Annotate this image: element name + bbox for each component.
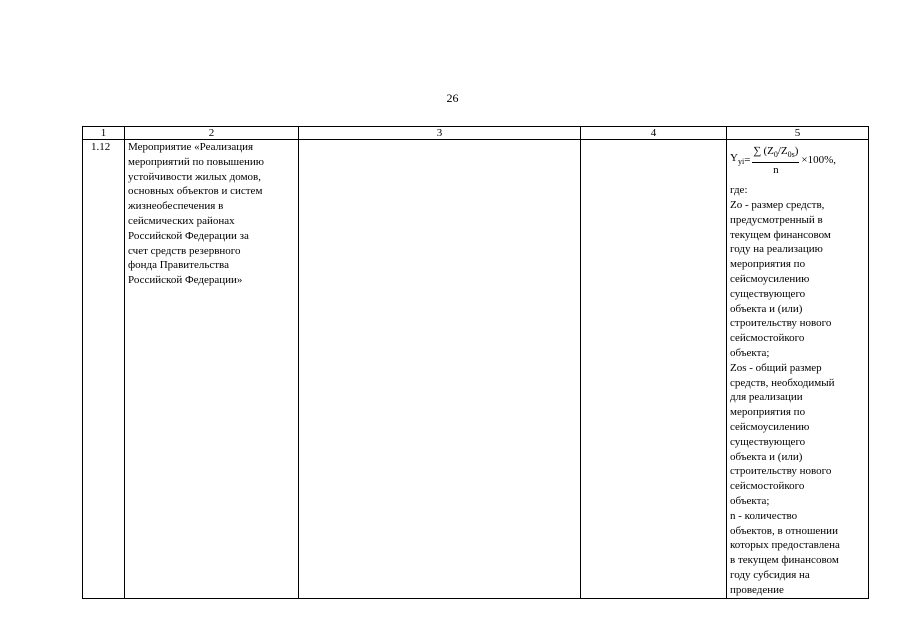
col4-cell: [581, 140, 727, 599]
row-number-cell: [83, 140, 125, 599]
measure-cell: [125, 140, 299, 599]
document-table: [82, 126, 869, 599]
note-line: существующего: [730, 435, 806, 448]
measure-line: Мероприятие «Реализация: [128, 141, 254, 153]
col3-cell: [299, 140, 581, 599]
header-col-1: 1: [83, 127, 125, 140]
formula-cell: [727, 140, 869, 599]
note-line: объекта и (или): [730, 450, 803, 463]
note-line: объекта и (или): [730, 302, 803, 315]
header-col-2: 2: [125, 127, 299, 140]
formula-denominator: n: [773, 164, 779, 177]
formula-numerator: ∑ $(Z_0/Z_{0s})$: [752, 144, 799, 163]
note-line: мероприятия по: [730, 406, 806, 419]
formula-tail: ×100%,: [801, 154, 837, 167]
note-line: Zos - общий размер: [730, 361, 822, 374]
formula-fraction: [752, 144, 799, 177]
measure-line: счет средств резервного: [128, 244, 241, 257]
note-line: проведение: [730, 583, 784, 596]
note-line: объектов, в отношении: [730, 524, 838, 537]
note-line: году на реализацию: [730, 243, 823, 256]
note-line: где:: [730, 184, 748, 197]
note-line: сейсмоусилению: [730, 420, 810, 433]
note-line: предусмотренный в: [730, 213, 823, 226]
measure-line: сейсмических районах: [128, 214, 235, 227]
measure-line: устойчивости жилых домов,: [128, 170, 261, 183]
measure-line: Российской Федерации»: [128, 274, 243, 287]
measure-line: жизнеобеспечения в: [128, 200, 224, 213]
row-number: 1.12: [91, 141, 111, 153]
note-line: которых предоставлена: [730, 539, 840, 552]
formula: $Y_{yi}$ = $\frac{\sum (Z_0/Z_{0s})}{n}$ ×100%,: [730, 145, 837, 177]
header-col-4: 4: [581, 127, 727, 140]
note-line: объекта;: [730, 346, 770, 359]
note-line: n - количество: [730, 509, 798, 522]
measure-line: мероприятий по повышению: [128, 155, 264, 168]
note-line: существующего: [730, 287, 806, 300]
note-line: году субсидия на: [730, 568, 810, 581]
note-line: сейсмостойкого: [730, 332, 805, 345]
formula-lhs: $Y_{yi}$: [730, 152, 745, 167]
measure-line: Российской Федерации за: [128, 229, 249, 242]
measure-line: основных объектов и систем: [128, 185, 263, 198]
table-row: [83, 140, 869, 599]
header-col-5: 5: [727, 127, 869, 140]
page-number: 26: [446, 91, 459, 105]
table-header-row: [83, 127, 869, 140]
measure-line: фонда Правительства: [128, 259, 229, 272]
note-line: мероприятия по: [730, 258, 806, 271]
header-col-3: 3: [299, 127, 581, 140]
note-line: строительству нового: [730, 465, 832, 478]
note-line: строительству нового: [730, 317, 832, 330]
note-line: средств, необходимый: [730, 376, 835, 389]
note-line: для реализации: [730, 391, 803, 404]
note-line: сейсмостойкого: [730, 480, 805, 493]
note-line: объекта;: [730, 494, 770, 507]
note-line: текущем финансовом: [730, 228, 831, 241]
note-line: сейсмоусилению: [730, 272, 810, 285]
note-line: в текущем финансовом: [730, 554, 839, 567]
note-line: Zo - размер средств,: [730, 198, 825, 211]
